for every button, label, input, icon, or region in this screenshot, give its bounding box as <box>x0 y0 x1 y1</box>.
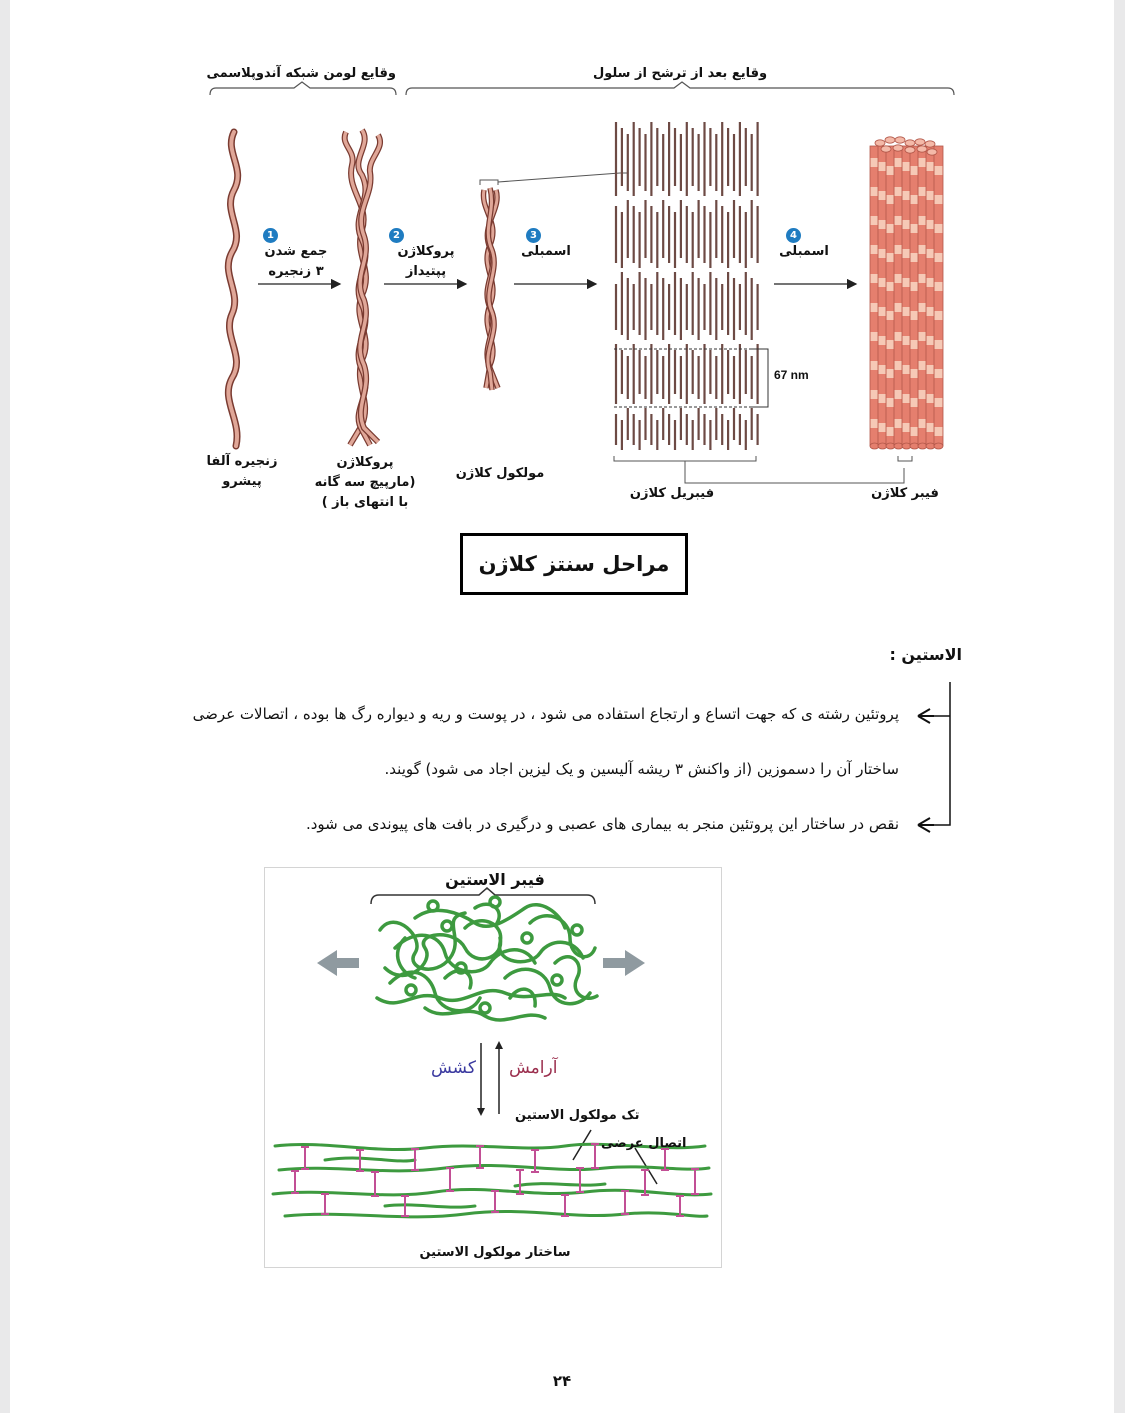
fiber-band <box>919 390 927 399</box>
fiber-band <box>927 336 935 345</box>
fiber-band <box>887 166 895 175</box>
elastin-fiber-tangle <box>377 897 597 1020</box>
fiber-band <box>887 311 895 320</box>
measure-label: 67 nm <box>774 368 809 382</box>
fiber-band <box>927 220 935 229</box>
fiber-band <box>935 195 943 204</box>
elastin-tangle-strand <box>390 972 480 1011</box>
fiber-band <box>919 419 927 428</box>
fiber-band <box>919 158 927 167</box>
label-procollagen: پروکلاژن (مارپیچ سه گانه با انتهای باز ) <box>314 455 416 510</box>
fiber-band <box>935 311 943 320</box>
fiber-band <box>927 423 935 432</box>
fiber-top <box>905 147 915 153</box>
fiber-band <box>887 253 895 262</box>
fiber-band <box>903 423 911 432</box>
fiber-band <box>887 224 895 233</box>
fiber-band <box>903 220 911 229</box>
fiber-end <box>934 443 943 449</box>
label-collagen-fiber: فیبر کلاژن <box>871 486 939 501</box>
step1-number: 1 <box>263 228 278 243</box>
fiber-band <box>927 394 935 403</box>
fiber-band <box>895 274 903 283</box>
fiber-band <box>927 278 935 287</box>
bullet-arrow-1 <box>918 709 934 723</box>
fiber-band <box>871 390 879 399</box>
fiber-band <box>895 303 903 312</box>
fiber-band <box>887 398 895 407</box>
fiber-label: فیبر الاستین <box>445 870 545 889</box>
step2-label: پروکلاژن پپتیداز <box>397 244 455 279</box>
fiber-band <box>927 191 935 200</box>
fiber-band <box>887 369 895 378</box>
fiber-band <box>927 365 935 374</box>
bullet-arrow-2 <box>918 818 934 832</box>
fiber-band <box>871 361 879 370</box>
left-stretch-arrow-icon <box>317 950 359 976</box>
elastin-diagram <box>265 868 721 1267</box>
fiber-band <box>911 311 919 320</box>
collagen-synthesis-diagram <box>10 0 1114 530</box>
fiber-band <box>887 282 895 291</box>
fiber-band <box>871 158 879 167</box>
fiber-band <box>895 216 903 225</box>
fiber-band <box>879 336 887 345</box>
elastin-molecule-strand <box>385 1205 475 1207</box>
fiber-band <box>927 162 935 171</box>
fiber-band <box>919 187 927 196</box>
fiber-brace <box>371 888 595 904</box>
fiber-band <box>871 216 879 225</box>
fiber-band <box>903 162 911 171</box>
fiber-band <box>871 274 879 283</box>
elastin-paragraph-1-line-2: ساختار آن را دسموزین (از واکنش ۳ ریشه آلیسین و یک لیزین اجاد می شود) گویند. <box>384 760 899 778</box>
fiber-band <box>903 191 911 200</box>
elastin-figure <box>264 867 722 1268</box>
fiber-band <box>911 166 919 175</box>
fiber-band <box>895 419 903 428</box>
step1-label: جمع شدن ۳ زنجیره <box>264 244 328 279</box>
fiber-band <box>935 253 943 262</box>
fiber-band <box>887 340 895 349</box>
fiber-band <box>871 187 879 196</box>
elastin-curl <box>428 901 438 911</box>
fiber-band <box>935 427 943 436</box>
fiber-band <box>927 307 935 316</box>
fiber-band <box>911 282 919 291</box>
document-page <box>10 0 1114 1413</box>
fiber-band <box>903 307 911 316</box>
fiber-top <box>885 137 895 143</box>
fiber-top <box>915 139 925 145</box>
elastin-curl <box>442 921 452 931</box>
fiber-band <box>879 191 887 200</box>
fiber-top <box>925 141 935 147</box>
fiber-band <box>895 158 903 167</box>
fiber-band <box>903 249 911 258</box>
elastin-curl <box>522 933 532 943</box>
fiber-band <box>879 220 887 229</box>
elastin-curl <box>552 975 562 985</box>
fiber-band <box>879 249 887 258</box>
page-number: ۲۴ <box>552 1372 572 1390</box>
elastin-heading: الاستین : <box>889 645 962 664</box>
crosslink-label: اتصال عرضی <box>601 1136 687 1151</box>
measure-bracket <box>752 349 768 407</box>
header-after-secretion: وقایع بعد از ترشح از سلول <box>592 66 768 81</box>
fiber-band <box>871 245 879 254</box>
step2-number: 2 <box>389 228 404 243</box>
fiber-band <box>895 361 903 370</box>
fiber-band <box>871 303 879 312</box>
fiber-band <box>911 427 919 436</box>
collagen-molecule-helix <box>480 173 628 390</box>
fiber-band <box>879 394 887 403</box>
fiber-band <box>919 332 927 341</box>
right-stretch-arrow-icon <box>603 950 645 976</box>
fiber-top <box>905 140 915 146</box>
fiber-band <box>911 369 919 378</box>
header-lumen: وقایع لومن شبکه آندوپلاسمی <box>206 66 396 81</box>
fiber-band <box>919 303 927 312</box>
bullet-bracket <box>900 680 960 840</box>
fiber-band <box>879 307 887 316</box>
fiber-band <box>903 365 911 374</box>
fiber-band <box>879 162 887 171</box>
fiber-band <box>911 253 919 262</box>
figure-title: مراحل سنتز کلاژن <box>478 552 670 576</box>
fiber-band <box>895 245 903 254</box>
label-collagen-fibril: فیبریل کلاژن <box>629 486 715 501</box>
step3-number: 3 <box>526 228 541 243</box>
elastin-molecule-strand <box>515 1184 605 1186</box>
single-molecule-label: تک مولکول الاستین <box>515 1108 640 1123</box>
fiber-band <box>919 245 927 254</box>
fiber-band <box>935 398 943 407</box>
elastin-curl <box>480 1003 490 1013</box>
fiber-band <box>919 274 927 283</box>
elastin-paragraph-1-line-1: پروتئین رشته ی که جهت اتساع و ارتجاع استفاده می شود ، در پوست و ریه و دیواره رگ ها بوده ، اتصالات عرضی <box>192 705 899 723</box>
fiber-band <box>911 224 919 233</box>
fiber-band <box>879 423 887 432</box>
figure-title-box <box>460 533 688 595</box>
fiber-top <box>927 149 937 155</box>
fiber-band <box>895 332 903 341</box>
fiber-band <box>911 195 919 204</box>
elastin-curl <box>490 897 500 907</box>
procollagen-helix <box>345 130 380 445</box>
collagen-fibril <box>616 122 758 450</box>
fiber-band <box>935 282 943 291</box>
fiber-band <box>935 340 943 349</box>
fiber-top <box>895 137 905 143</box>
fiber-band <box>895 390 903 399</box>
fiber-top <box>875 140 885 146</box>
fiber-band <box>903 278 911 287</box>
fiber-band <box>879 278 887 287</box>
fiber-band <box>903 336 911 345</box>
elastin-crosslinks <box>291 1144 699 1216</box>
structure-label: ساختار مولکول الاستین <box>419 1245 571 1260</box>
label-alpha-chain: زنجیره آلفا پیشرو <box>206 454 278 489</box>
fiber-band <box>911 398 919 407</box>
stretch-label: کشش <box>431 1058 476 1078</box>
fiber-band <box>935 369 943 378</box>
fiber-band <box>887 195 895 204</box>
label-collagen-molecule: مولکول کلاژن <box>455 466 545 481</box>
elastin-paragraph-2: نقص در ساختار این پروتئین منجر به بیماری های عصبی و درگیری در بافت های پیوندی می شود. <box>305 815 899 833</box>
fiber-band <box>919 216 927 225</box>
step4-number: 4 <box>786 228 801 243</box>
elastin-curl <box>572 925 582 935</box>
fiber-top <box>893 145 903 151</box>
fiber-band <box>935 224 943 233</box>
fiber-band <box>911 340 919 349</box>
fiber-top <box>917 146 927 152</box>
step4-label: اسمبلی <box>779 244 829 259</box>
fiber-band <box>887 427 895 436</box>
fiber-band <box>935 166 943 175</box>
fiber-band <box>903 394 911 403</box>
collagen-fiber-bundle <box>870 137 943 449</box>
relax-label: آرامش <box>509 1058 558 1078</box>
fiber-band <box>919 361 927 370</box>
fiber-band <box>927 249 935 258</box>
fiber-band <box>871 332 879 341</box>
elastin-curl <box>406 985 416 995</box>
fiber-band <box>871 419 879 428</box>
step3-label: اسمبلی <box>521 244 571 259</box>
elastin-molecule-strand <box>325 1158 415 1161</box>
fiber-band <box>895 187 903 196</box>
fiber-top <box>881 146 891 152</box>
fiber-band <box>879 365 887 374</box>
